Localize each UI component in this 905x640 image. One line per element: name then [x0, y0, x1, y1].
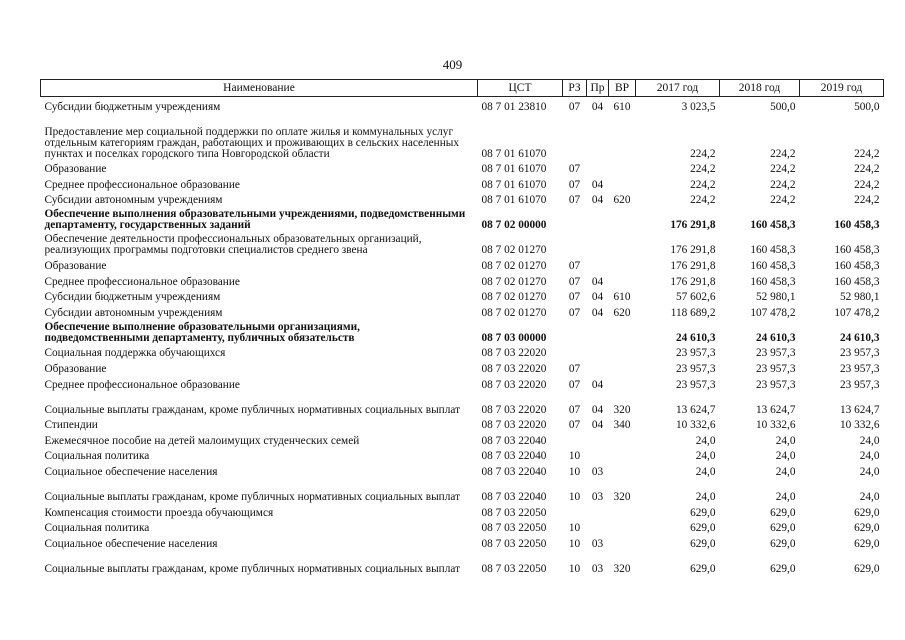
- row-2018: 24 610,3: [755, 331, 796, 344]
- row-name: Обеспечение выполнение образовательными организациями, подведомственными департаменту, публичных обязательств: [44, 320, 360, 344]
- row-cst: 08 7 03 22020: [481, 347, 547, 360]
- row-cst: 08 7 03 22020: [481, 403, 547, 416]
- row-rz: 07: [568, 163, 581, 176]
- row-2018: 160 458,3: [750, 259, 796, 272]
- row-2018: 224,2: [770, 163, 796, 176]
- row-cst: 08 7 03 22050: [481, 537, 547, 550]
- row-cst: 08 7 03 22020: [481, 362, 547, 375]
- table-row: [41, 288, 884, 304]
- row-pr: [587, 519, 609, 535]
- row-rz: [563, 344, 587, 360]
- row-name: Субсидии автономным учреждениям: [44, 306, 223, 319]
- row-2019: 500,0: [854, 100, 880, 113]
- row-name: Стипендии: [44, 419, 98, 432]
- row-2019: 24 610,3: [839, 331, 880, 344]
- row-2019: 629,0: [854, 506, 880, 519]
- row-cst: 08 7 03 22050: [481, 506, 547, 519]
- row-2019: 224,2: [854, 194, 880, 207]
- row-cst: 08 7 02 01270: [481, 259, 547, 272]
- row-2017: 23 957,3: [675, 362, 716, 375]
- row-2017: 57 602,6: [675, 291, 716, 304]
- row-2018: 224,2: [770, 147, 796, 160]
- row-pr: [587, 256, 609, 272]
- row-pr: [587, 319, 609, 344]
- page-number: 409: [442, 57, 463, 72]
- row-name: Социальное обеспечение населения: [44, 537, 218, 550]
- row-pr: 04: [591, 378, 604, 391]
- row-2019: 224,2: [854, 163, 880, 176]
- row-2018: 160 458,3: [750, 275, 796, 288]
- row-2018: 24,0: [775, 450, 796, 463]
- row-2017: 10 332,6: [675, 419, 716, 432]
- row-2018: 160 458,3: [750, 244, 796, 257]
- row-vr: [609, 534, 636, 550]
- table-row: [41, 206, 884, 231]
- table-row: [41, 550, 884, 575]
- row-name: Образование: [44, 259, 107, 272]
- row-vr: [609, 447, 636, 463]
- row-cst: 08 7 02 01270: [481, 275, 547, 288]
- row-rz: 07: [568, 194, 581, 207]
- table-row: [41, 416, 884, 432]
- row-2019: 224,2: [854, 178, 880, 191]
- row-2018: 629,0: [770, 506, 796, 519]
- row-2018: 500,0: [770, 100, 796, 113]
- header-name: Наименование: [41, 80, 478, 97]
- table-row: [41, 191, 884, 207]
- row-vr: 620: [613, 194, 631, 207]
- row-2018: 10 332,6: [755, 419, 796, 432]
- row-name: Социальная политика: [44, 450, 150, 463]
- row-2017: 23 957,3: [675, 347, 716, 360]
- row-2019: 160 458,3: [834, 259, 880, 272]
- row-name: Среднее профессиональное образование: [44, 275, 240, 288]
- row-vr: 320: [613, 562, 631, 575]
- row-cst: 08 7 03 22020: [481, 378, 547, 391]
- row-2018: 23 957,3: [755, 347, 796, 360]
- row-cst: 08 7 03 22050: [481, 562, 547, 575]
- row-pr: 03: [591, 465, 604, 478]
- row-2019: 160 458,3: [834, 244, 880, 257]
- header-cst: ЦСТ: [478, 80, 563, 97]
- table-row: [41, 447, 884, 463]
- row-vr: [609, 206, 636, 231]
- row-vr: 620: [613, 306, 631, 319]
- row-cst: 08 7 03 22040: [481, 465, 547, 478]
- row-pr: 04: [591, 100, 604, 113]
- row-2017: 24,0: [695, 434, 716, 447]
- row-rz: 10: [568, 522, 581, 535]
- row-2019: 52 980,1: [839, 291, 880, 304]
- row-vr: 610: [613, 100, 631, 113]
- row-rz: 07: [568, 306, 581, 319]
- row-name: Обеспечение деятельности профессиональных образовательных организаций, реализующих программы подготовки специалистов среднего звена: [44, 233, 422, 257]
- row-name: Социальные выплаты гражданам, кроме публичных нормативных социальных выплат: [44, 562, 461, 575]
- row-vr: [609, 344, 636, 360]
- row-2018: 24,0: [775, 465, 796, 478]
- row-rz: [563, 503, 587, 519]
- row-vr: [609, 431, 636, 447]
- row-2017: 224,2: [690, 147, 716, 160]
- row-name: Социальные выплаты гражданам, кроме публичных нормативных социальных выплат: [44, 403, 461, 416]
- header-2019: 2019 год: [800, 80, 884, 97]
- row-2018: 23 957,3: [755, 378, 796, 391]
- row-2017: 176 291,8: [670, 244, 716, 257]
- row-rz: 07: [568, 378, 581, 391]
- row-name: Ежемесячное пособие на детей малоимущих студенческих семей: [44, 434, 360, 447]
- row-vr: [609, 256, 636, 272]
- row-2018: 107 478,2: [750, 306, 796, 319]
- table-row: [41, 256, 884, 272]
- row-vr: [609, 519, 636, 535]
- row-pr: 03: [591, 562, 604, 575]
- row-rz: [563, 431, 587, 447]
- row-2018: 629,0: [770, 522, 796, 535]
- row-rz: 07: [568, 178, 581, 191]
- table-header-row: [41, 80, 884, 97]
- row-cst: 08 7 01 61070: [481, 147, 547, 160]
- row-2019: 160 458,3: [834, 275, 880, 288]
- row-2017: 176 291,8: [670, 275, 716, 288]
- row-vr: [609, 503, 636, 519]
- row-name: Предоставление мер социальной поддержки по оплате жилья и коммунальных услуг отдельным категориям граждан, работающих и проживающих в сельских населенных пунктах и поселках городского типа Новгородской области: [44, 125, 459, 160]
- row-pr: 03: [591, 490, 604, 503]
- row-cst: 08 7 02 01270: [481, 291, 547, 304]
- row-2019: 24,0: [859, 434, 880, 447]
- row-pr: [587, 231, 609, 256]
- row-name: Субсидии автономным учреждениям: [44, 194, 223, 207]
- table-body: [41, 97, 884, 575]
- row-name: Среднее профессиональное образование: [44, 178, 240, 191]
- row-vr: [609, 231, 636, 256]
- row-name: Социальное обеспечение населения: [44, 465, 218, 478]
- table-row: [41, 113, 884, 160]
- row-2018: 629,0: [770, 562, 796, 575]
- row-vr: [609, 462, 636, 478]
- row-2017: 224,2: [690, 163, 716, 176]
- row-pr: [587, 113, 609, 160]
- row-rz: 10: [568, 450, 581, 463]
- table-row: [41, 175, 884, 191]
- row-name: Обеспечение выполнения образовательными учреждениями, подведомственными департаменту, государственных заданий: [44, 208, 466, 232]
- row-rz: 07: [568, 259, 581, 272]
- table-row: [41, 231, 884, 256]
- row-cst: 08 7 01 61070: [481, 194, 547, 207]
- row-pr: 04: [591, 306, 604, 319]
- table-row: [41, 303, 884, 319]
- row-2019: 24,0: [859, 490, 880, 503]
- row-2017: 13 624,7: [675, 403, 716, 416]
- row-vr: 320: [613, 403, 631, 416]
- row-name: Социальная поддержка обучающихся: [44, 347, 226, 360]
- row-name: Субсидии бюджетным учреждениям: [44, 291, 221, 304]
- row-name: Социальные выплаты гражданам, кроме публичных нормативных социальных выплат: [44, 490, 461, 503]
- row-2019: 107 478,2: [834, 306, 880, 319]
- row-vr: [609, 113, 636, 160]
- row-name: Среднее профессиональное образование: [44, 378, 240, 391]
- row-2017: 24,0: [695, 490, 716, 503]
- row-2017: 24,0: [695, 450, 716, 463]
- row-2019: 13 624,7: [839, 403, 880, 416]
- row-2019: 629,0: [854, 562, 880, 575]
- row-pr: 04: [591, 178, 604, 191]
- table-row: [41, 431, 884, 447]
- row-2018: 52 980,1: [755, 291, 796, 304]
- row-2018: 24,0: [775, 490, 796, 503]
- row-rz: 07: [568, 291, 581, 304]
- table-row: [41, 344, 884, 360]
- row-2019: 160 458,3: [834, 219, 880, 232]
- row-vr: [609, 359, 636, 375]
- row-pr: 03: [591, 537, 604, 550]
- row-pr: [587, 359, 609, 375]
- row-rz: 10: [568, 490, 581, 503]
- table-row: [41, 319, 884, 344]
- table-row: [41, 503, 884, 519]
- table-row: [41, 478, 884, 503]
- row-2019: 10 332,6: [839, 419, 880, 432]
- row-2017: 629,0: [690, 522, 716, 535]
- row-2017: 629,0: [690, 537, 716, 550]
- row-vr: 610: [613, 291, 631, 304]
- table-row: [41, 462, 884, 478]
- header-rz: РЗ: [563, 80, 587, 97]
- row-pr: [587, 431, 609, 447]
- row-rz: [563, 206, 587, 231]
- row-2018: 23 957,3: [755, 362, 796, 375]
- row-pr: [587, 206, 609, 231]
- row-2019: 629,0: [854, 522, 880, 535]
- row-2017: 224,2: [690, 194, 716, 207]
- row-name: Образование: [44, 362, 107, 375]
- row-pr: 04: [591, 291, 604, 304]
- row-2018: 13 624,7: [755, 403, 796, 416]
- row-2019: 224,2: [854, 147, 880, 160]
- row-rz: 07: [568, 100, 581, 113]
- header-vr: ВР: [609, 80, 636, 97]
- row-2018: 24,0: [775, 434, 796, 447]
- row-2019: 23 957,3: [839, 362, 880, 375]
- row-cst: 08 7 03 00000: [481, 331, 547, 344]
- row-cst: 08 7 01 61070: [481, 163, 547, 176]
- row-2017: 224,2: [690, 178, 716, 191]
- row-pr: [587, 503, 609, 519]
- row-2019: 629,0: [854, 537, 880, 550]
- row-2019: 23 957,3: [839, 347, 880, 360]
- row-pr: 04: [591, 403, 604, 416]
- row-vr: 340: [613, 419, 631, 432]
- row-rz: [563, 319, 587, 344]
- row-2019: 24,0: [859, 450, 880, 463]
- row-name: Компенсация стоимости проезда обучающимся: [44, 506, 274, 519]
- row-rz: [563, 231, 587, 256]
- row-pr: [587, 344, 609, 360]
- row-2017: 629,0: [690, 506, 716, 519]
- table-row: [41, 97, 884, 113]
- row-cst: 08 7 03 22040: [481, 434, 547, 447]
- header-pr: Пр: [587, 80, 609, 97]
- row-rz: 10: [568, 537, 581, 550]
- row-2017: 24,0: [695, 465, 716, 478]
- row-rz: 07: [568, 403, 581, 416]
- row-2017: 118 689,2: [670, 306, 716, 319]
- table-row: [41, 359, 884, 375]
- row-rz: 07: [568, 275, 581, 288]
- row-rz: 10: [568, 562, 581, 575]
- table-row: [41, 160, 884, 176]
- header-2018: 2018 год: [720, 80, 800, 97]
- row-cst: 08 7 02 01270: [481, 244, 547, 257]
- row-vr: [609, 160, 636, 176]
- row-cst: 08 7 03 22020: [481, 419, 547, 432]
- row-vr: 320: [613, 490, 631, 503]
- row-cst: 08 7 03 22040: [481, 450, 547, 463]
- row-vr: [609, 272, 636, 288]
- row-pr: 04: [591, 194, 604, 207]
- table-row: [41, 272, 884, 288]
- row-name: Образование: [44, 163, 107, 176]
- row-pr: 04: [591, 275, 604, 288]
- row-vr: [609, 375, 636, 391]
- row-cst: 08 7 01 61070: [481, 178, 547, 191]
- row-2017: 176 291,8: [670, 259, 716, 272]
- row-vr: [609, 175, 636, 191]
- row-rz: 10: [568, 465, 581, 478]
- row-2018: 224,2: [770, 178, 796, 191]
- row-cst: 08 7 02 00000: [481, 219, 547, 232]
- row-pr: 04: [591, 419, 604, 432]
- row-cst: 08 7 03 22040: [481, 490, 547, 503]
- row-cst: 08 7 03 22050: [481, 522, 547, 535]
- table-row: [41, 534, 884, 550]
- row-2018: 224,2: [770, 194, 796, 207]
- row-2017: 629,0: [690, 562, 716, 575]
- row-cst: 08 7 01 23810: [481, 100, 547, 113]
- row-rz: [563, 113, 587, 160]
- row-rz: 07: [568, 362, 581, 375]
- table-row: [41, 519, 884, 535]
- row-2018: 629,0: [770, 537, 796, 550]
- row-2017: 3 023,5: [681, 100, 716, 113]
- row-rz: 07: [568, 419, 581, 432]
- row-2018: 160 458,3: [750, 219, 796, 232]
- row-2017: 176 291,8: [670, 219, 716, 232]
- table-row: [41, 375, 884, 391]
- header-2017: 2017 год: [636, 80, 720, 97]
- row-2019: 24,0: [859, 465, 880, 478]
- row-vr: [609, 319, 636, 344]
- row-name: Субсидии бюджетным учреждениям: [44, 100, 221, 113]
- row-pr: [587, 160, 609, 176]
- table-row: [41, 391, 884, 416]
- row-2017: 23 957,3: [675, 378, 716, 391]
- row-pr: [587, 447, 609, 463]
- row-2017: 24 610,3: [675, 331, 716, 344]
- row-name: Социальная политика: [44, 522, 150, 535]
- row-cst: 08 7 02 01270: [481, 306, 547, 319]
- row-2019: 23 957,3: [839, 378, 880, 391]
- budget-table: [40, 79, 884, 575]
